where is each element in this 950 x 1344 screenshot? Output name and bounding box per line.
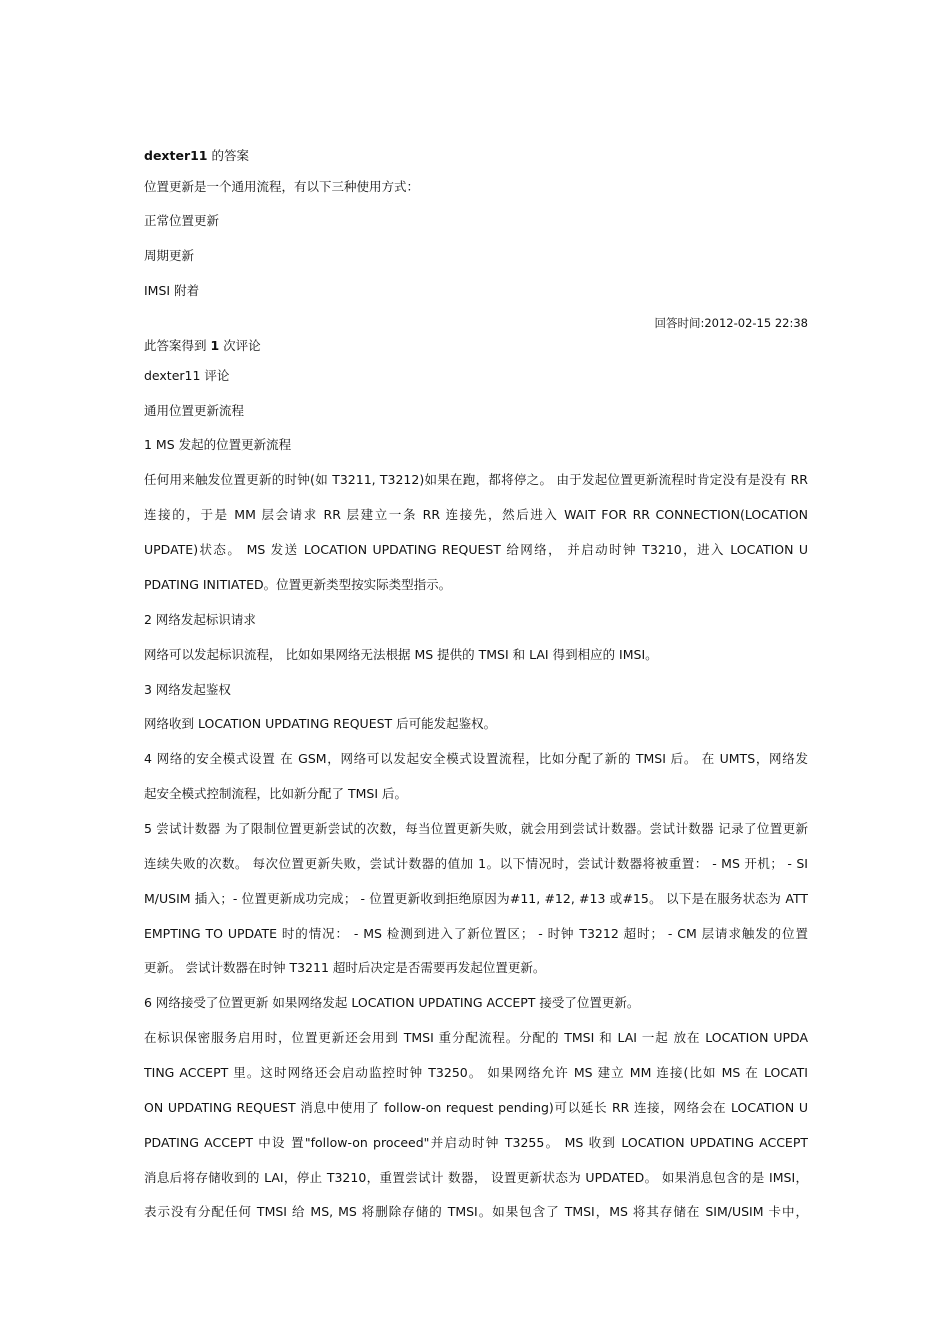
answer-paragraph: IMSI 附着 [144, 283, 200, 298]
comment-line: 表示没有分配任何 TMSI 给 MS, MS 将删除存储的 TMSI。如果包含了 TMSI，MS 将其存储在 SIM/USIM 卡中， [144, 1204, 808, 1219]
comment-line: ON UPDATING REQUEST 消息中使用了 follow-on request pending)可以延长 RR 连接，网络会在 LOCATION U [144, 1100, 808, 1115]
comment-line: 连接的，于是 MM 层会请求 RR 层建立一条 RR 连接先，然后进入 WAIT FOR RR CONNECTION(LOCATION [144, 507, 808, 522]
commenter-label: dexter11 评论 [144, 368, 230, 383]
comment-line: 1 MS 发起的位置更新流程 [144, 437, 292, 452]
answer-heading-suffix: 的答案 [207, 148, 249, 163]
comment-line: PDATING ACCEPT 中设 置"follow-on proceed"并启动时钟 T3255。 MS 收到 LOCATION UPDATING ACCEPT [144, 1135, 808, 1150]
comment-line: 消息后将存储收到的 LAI，停止 T3210，重置尝试计 数器， 设置更新状态为 UPDATED。 如果消息包含的是 IMSI， [144, 1170, 808, 1185]
comment-line: 5 尝试计数器 为了限制位置更新尝试的次数，每当位置更新失败，就会用到尝试计数器。尝试计数器 记录了位置更新 [144, 821, 808, 836]
answer-paragraph: 周期更新 [144, 248, 195, 263]
comment-line: 任何用来触发位置更新的时钟(如 T3211, T3212)如果在跑，都将停之。 由于发起位置更新流程时肯定没有是没有 RR [144, 472, 808, 487]
answer-time: 回答时间:2012-02-15 22:38 [654, 316, 808, 330]
comment-line: 通用位置更新流程 [144, 403, 245, 418]
comment-line: M/USIM 插入；- 位置更新成功完成； - 位置更新收到拒绝原因为#11, #12, #13 或#15。 以下是在服务状态为 ATT [144, 891, 808, 906]
comment-line: 6 网络接受了位置更新 如果网络发起 LOCATION UPDATING ACCEPT 接受了位置更新。 [144, 995, 640, 1010]
comment-line: 网络收到 LOCATION UPDATING REQUEST 后可能发起鉴权。 [144, 716, 497, 731]
comment-count-suffix: 次评论 [219, 338, 261, 353]
comment-line: 网络可以发起标识流程， 比如如果网络无法根据 MS 提供的 TMSI 和 LAI 得到相应的 IMSI。 [144, 647, 658, 662]
comment-count [144, 338, 808, 354]
comment-line: 2 网络发起标识请求 [144, 612, 256, 627]
comment-line: 4 网络的安全模式设置 在 GSM，网络可以发起安全模式设置流程，比如分配了新的 TMSI 后。 在 UMTS，网络发 [144, 751, 808, 766]
comment-line: 连续失败的次数。 每次位置更新失败，尝试计数器的值加 1。以下情况时，尝试计数器将被重置： - MS 开机； - SI [144, 856, 808, 871]
answer-paragraph: 正常位置更新 [144, 213, 220, 228]
comment-line: EMPTING TO UPDATE 时的情况： - MS 检测到进入了新位置区； - 时钟 T3212 超时； - CM 层请求触发的位置 [144, 926, 808, 941]
comment-line: UPDATE)状态。 MS 发送 LOCATION UPDATING REQUEST 给网络， 并启动时钟 T3210，进入 LOCATION U [144, 542, 808, 557]
comment-line: 在标识保密服务启用时，位置更新还会用到 TMSI 重分配流程。分配的 TMSI 和 LAI 一起 放在 LOCATION UPDA [144, 1030, 808, 1045]
answer-paragraph: 位置更新是一个通用流程，有以下三种使用方式： [144, 179, 420, 194]
comment-line: TING ACCEPT 里。这时网络还会启动监控时钟 T3250。 如果网络允许 MS 建立 MM 连接(比如 MS 在 LOCATI [144, 1065, 808, 1080]
comment-line: 起安全模式控制流程，比如新分配了 TMSI 后。 [144, 786, 407, 801]
comment-line: 更新。 尝试计数器在时钟 T3211 超时后决定是否需要再发起位置更新。 [144, 960, 546, 975]
comment-count-number: 1 [210, 338, 220, 353]
answer-heading [144, 148, 808, 164]
comment-count-prefix: 此答案得到 [144, 338, 211, 353]
comment-line: PDATING INITIATED。位置更新类型按实际类型指示。 [144, 577, 452, 592]
answer-author: dexter11 [144, 148, 208, 163]
comment-line: 3 网络发起鉴权 [144, 682, 231, 697]
